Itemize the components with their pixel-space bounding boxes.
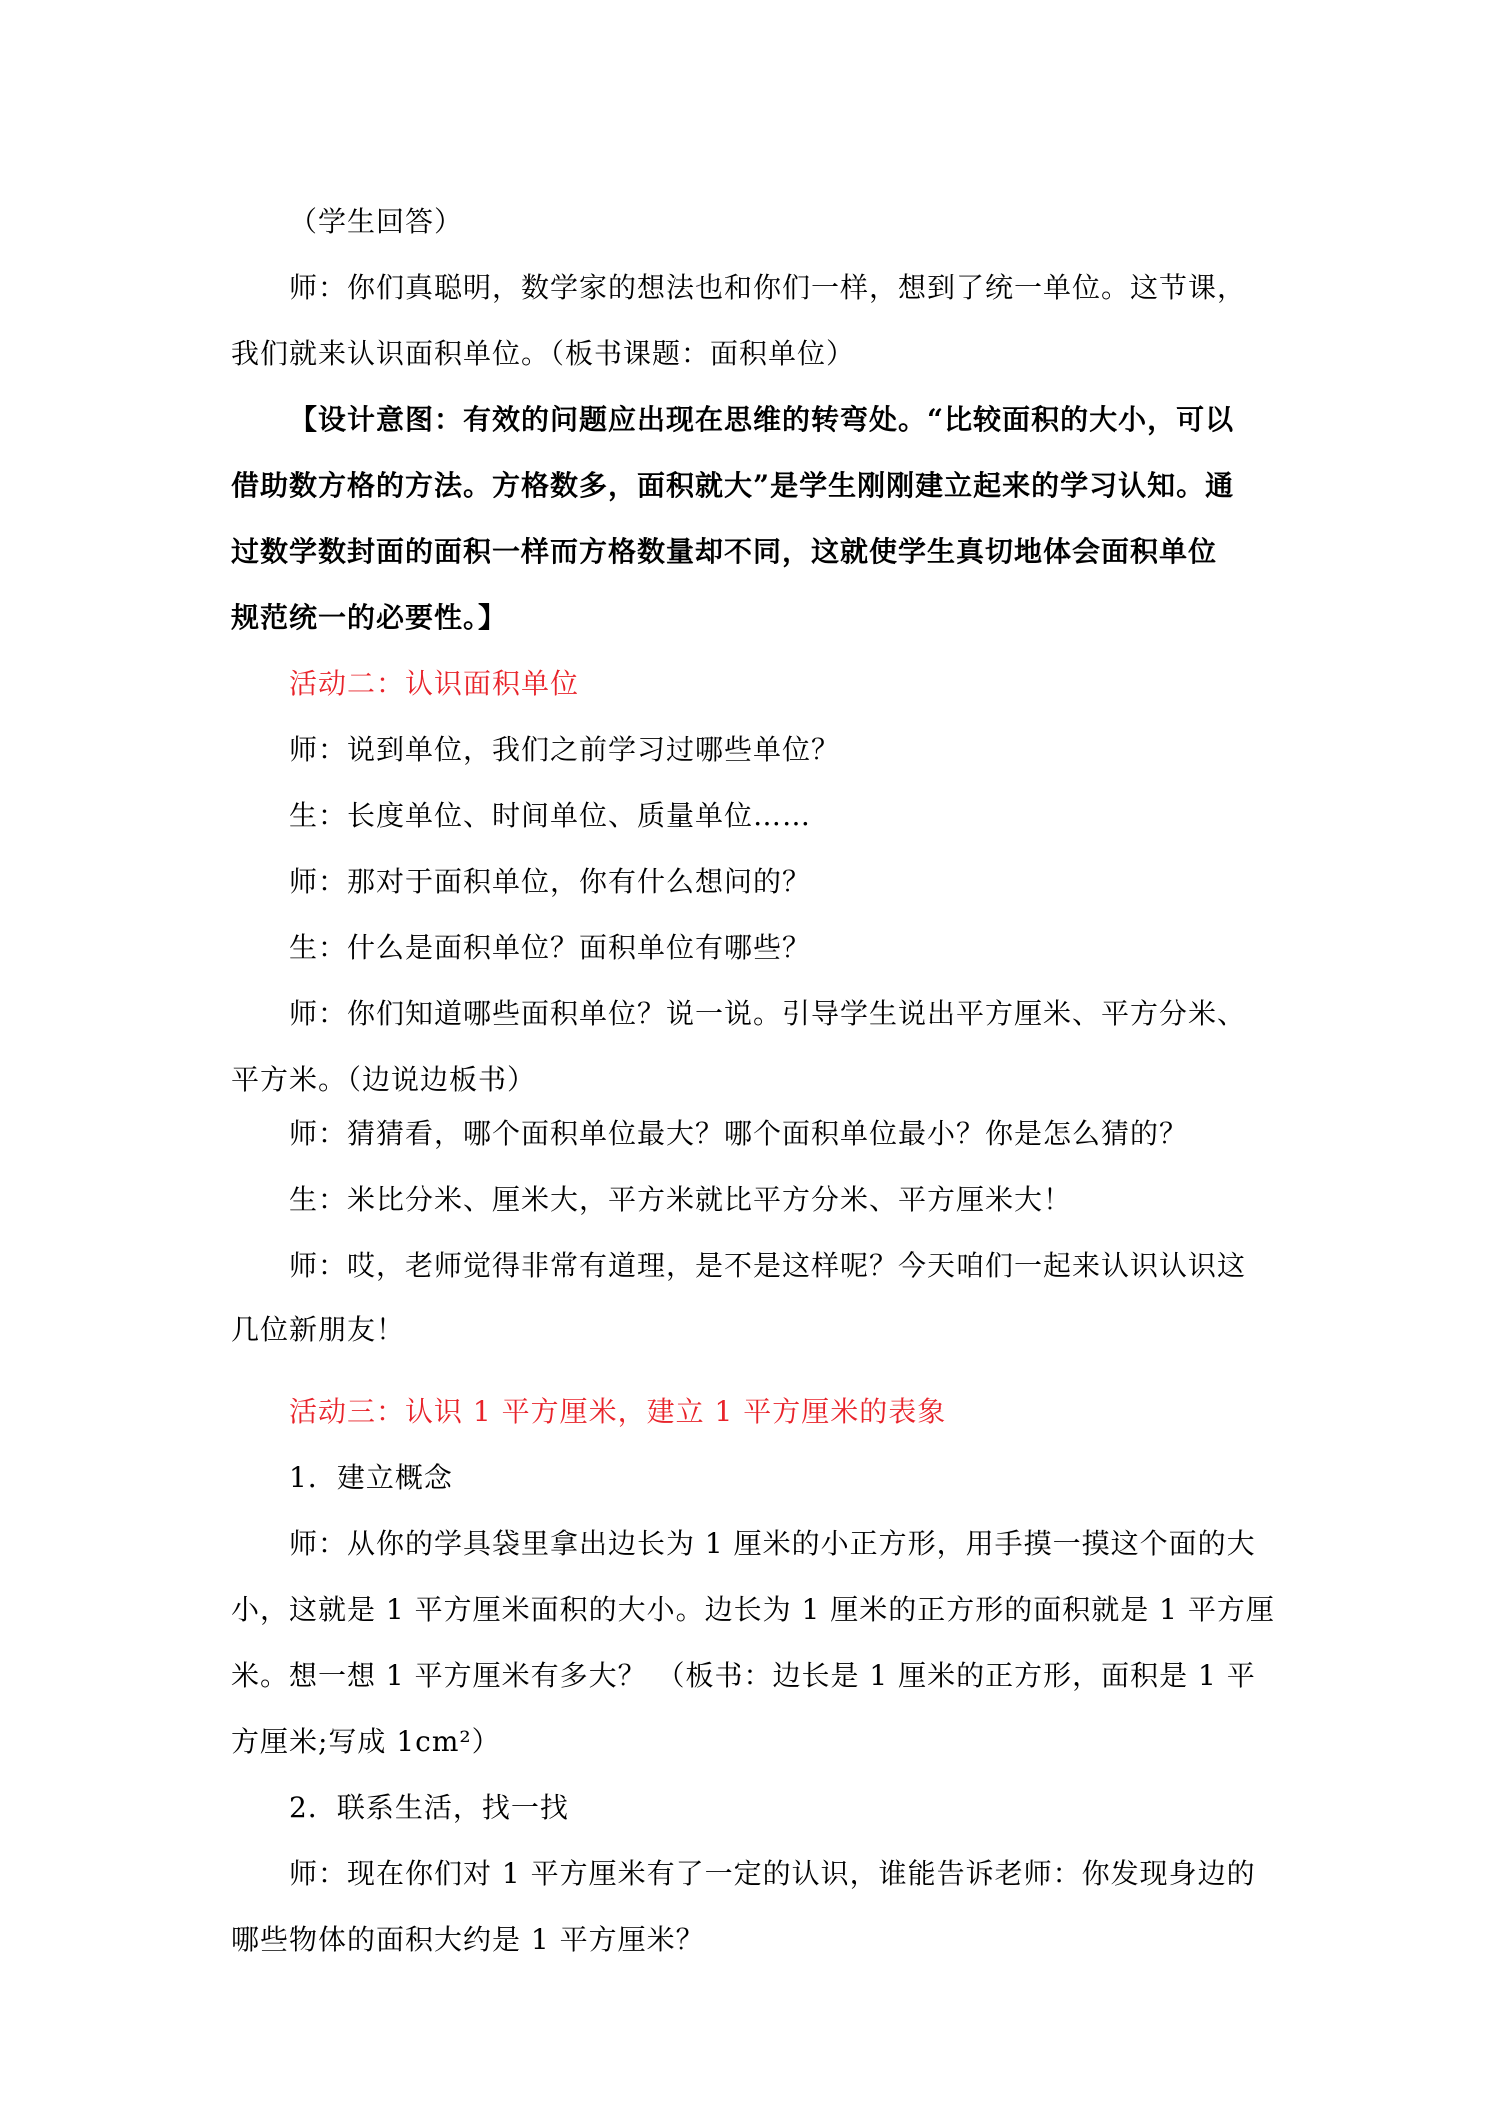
dialogue-line-continued: 平方米。（边说边板书）	[231, 1063, 537, 1096]
dialogue-line: 生：米比分米、厘米大，平方米就比平方分米、平方厘米大！	[289, 1183, 1073, 1216]
dialogue-line-continued: 米。想一想 1 平方厘米有多大？ （板书：边长是 1 厘米的正方形，面积是 1 平	[231, 1659, 1256, 1692]
dialogue-line-continued: 方厘米;写成 1cm²）	[231, 1725, 501, 1758]
design-intent-line: 过数学数封面的面积一样而方格数量却不同，这就使学生真切地体会面积单位	[231, 535, 1218, 568]
dialogue-line: 师：你们知道哪些面积单位？说一说。引导学生说出平方厘米、平方分米、	[289, 997, 1247, 1030]
teacher-line: 师：你们真聪明，数学家的想法也和你们一样，想到了统一单位。这节课，	[289, 271, 1247, 304]
design-intent-line: 规范统一的必要性。】	[231, 601, 508, 634]
dialogue-line: 师：从你的学具袋里拿出边长为 1 厘米的小正方形，用手摸一摸这个面的大	[289, 1527, 1256, 1560]
activity-two-heading: 活动二：认识面积单位	[289, 667, 580, 700]
dialogue-line-continued: 小，这就是 1 平方厘米面积的大小。边长为 1 厘米的正方形的面积就是 1 平方厘	[231, 1593, 1275, 1626]
design-intent-line: 【设计意图：有效的问题应出现在思维的转弯处。“比较面积的大小，可以	[289, 403, 1235, 436]
dialogue-line-continued: 哪些物体的面积大约是 1 平方厘米？	[231, 1923, 705, 1956]
dialogue-line: 师：现在你们对 1 平方厘米有了一定的认识，谁能告诉老师：你发现身边的	[289, 1857, 1256, 1890]
dialogue-line: 师：那对于面积单位，你有什么想问的？	[289, 865, 812, 898]
section-heading-concept: 1．建立概念	[289, 1461, 453, 1494]
dialogue-line: 师：说到单位，我们之前学习过哪些单位？	[289, 733, 841, 766]
activity-three-heading: 活动三：认识 1 平方厘米，建立 1 平方厘米的表象	[289, 1395, 947, 1428]
dialogue-line: 生：长度单位、时间单位、质量单位……	[289, 799, 812, 832]
section-heading-life: 2．联系生活，找一找	[289, 1791, 569, 1824]
dialogue-line-continued: 几位新朋友！	[231, 1313, 406, 1346]
dialogue-line: 师：哎，老师觉得非常有道理，是不是这样呢？今天咱们一起来认识认识这	[289, 1249, 1247, 1282]
dialogue-line: 生：什么是面积单位？面积单位有哪些？	[289, 931, 812, 964]
design-intent-line: 借助数方格的方法。方格数多，面积就大”是学生刚刚建立起来的学习认知。通	[231, 469, 1235, 502]
dialogue-line: 师：猜猜看，哪个面积单位最大？哪个面积单位最小？你是怎么猜的？	[289, 1117, 1189, 1150]
student-answer-line: （学生回答）	[289, 205, 464, 238]
teacher-line-continued: 我们就来认识面积单位。（板书课题：面积单位）	[231, 337, 856, 370]
